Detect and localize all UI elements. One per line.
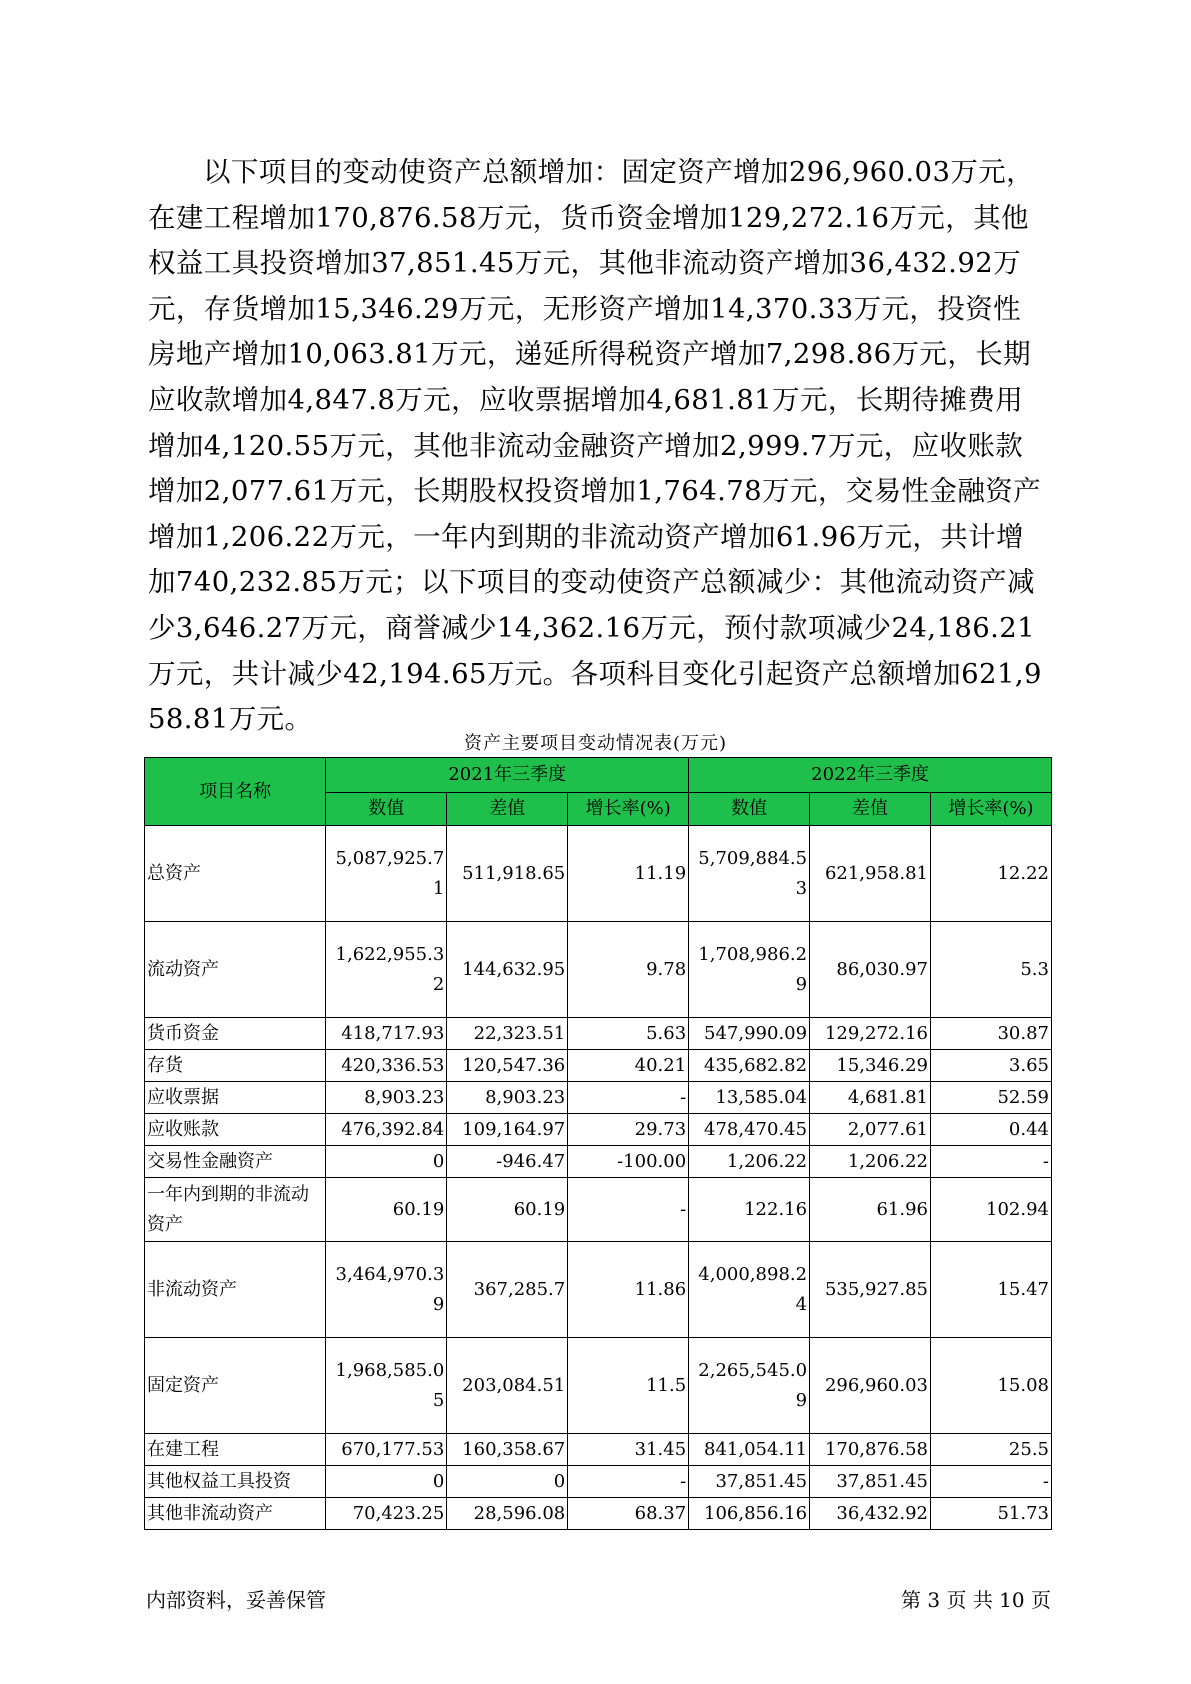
footer-page-number: 第 3 页 共 10 页 — [901, 1588, 1051, 1612]
cell-value-2021: 60.19 — [326, 1178, 447, 1242]
cell-diff-2022: 36,432.92 — [810, 1498, 931, 1530]
cell-growth-2022: 52.59 — [931, 1082, 1052, 1114]
cell-growth-2022: 3.65 — [931, 1050, 1052, 1082]
cell-value-2022: 5,709,884.53 — [689, 826, 810, 922]
cell-growth-2022: 12.22 — [931, 826, 1052, 922]
cell-growth-2022: 0.44 — [931, 1114, 1052, 1146]
cell-value-2022: 435,682.82 — [689, 1050, 810, 1082]
cell-value-2022: 478,470.45 — [689, 1114, 810, 1146]
cell-growth-2021: 40.21 — [568, 1050, 689, 1082]
cell-row-label: 在建工程 — [145, 1434, 326, 1466]
cell-value-2021: 670,177.53 — [326, 1434, 447, 1466]
cell-growth-2021: 5.63 — [568, 1018, 689, 1050]
table-row — [145, 1146, 1052, 1178]
cell-diff-2022: 621,958.81 — [810, 826, 931, 922]
cell-growth-2022: 30.87 — [931, 1018, 1052, 1050]
table-header-row — [145, 758, 1052, 793]
cell-row-label: 应收账款 — [145, 1114, 326, 1146]
cell-diff-2021: 8,903.23 — [447, 1082, 568, 1114]
footer-confidential-note: 内部资料，妥善保管 — [146, 1588, 326, 1612]
table-row — [145, 826, 1052, 922]
table-body — [145, 826, 1052, 1530]
table-row — [145, 1018, 1052, 1050]
header-period-2022: 2022年三季度 — [689, 758, 1052, 793]
table-row — [145, 1498, 1052, 1530]
cell-value-2021: 8,903.23 — [326, 1082, 447, 1114]
cell-growth-2021: - — [568, 1082, 689, 1114]
cell-diff-2021: 28,596.08 — [447, 1498, 568, 1530]
header-value-2022: 数值 — [689, 793, 810, 826]
cell-value-2021: 5,087,925.71 — [326, 826, 447, 922]
cell-diff-2021: 144,632.95 — [447, 922, 568, 1018]
cell-growth-2022: 5.3 — [931, 922, 1052, 1018]
cell-diff-2021: 511,918.65 — [447, 826, 568, 922]
cell-growth-2022: - — [931, 1466, 1052, 1498]
cell-row-label: 应收票据 — [145, 1082, 326, 1114]
cell-growth-2022: 15.08 — [931, 1338, 1052, 1434]
cell-value-2021: 1,968,585.05 — [326, 1338, 447, 1434]
cell-value-2021: 1,622,955.32 — [326, 922, 447, 1018]
cell-diff-2021: 109,164.97 — [447, 1114, 568, 1146]
cell-row-label: 固定资产 — [145, 1338, 326, 1434]
table-row — [145, 1466, 1052, 1498]
cell-diff-2021: 120,547.36 — [447, 1050, 568, 1082]
cell-diff-2022: 2,077.61 — [810, 1114, 931, 1146]
cell-value-2022: 37,851.45 — [689, 1466, 810, 1498]
cell-value-2022: 4,000,898.24 — [689, 1242, 810, 1338]
table-row — [145, 922, 1052, 1018]
cell-growth-2022: 51.73 — [931, 1498, 1052, 1530]
cell-value-2021: 420,336.53 — [326, 1050, 447, 1082]
cell-value-2021: 70,423.25 — [326, 1498, 447, 1530]
cell-growth-2021: 9.78 — [568, 922, 689, 1018]
cell-value-2022: 122.16 — [689, 1178, 810, 1242]
cell-growth-2021: 11.19 — [568, 826, 689, 922]
header-growth-2022: 增长率(%) — [931, 793, 1052, 826]
cell-diff-2021: 367,285.7 — [447, 1242, 568, 1338]
table-row — [145, 1434, 1052, 1466]
cell-diff-2022: 4,681.81 — [810, 1082, 931, 1114]
cell-diff-2021: 22,323.51 — [447, 1018, 568, 1050]
cell-growth-2021: 68.37 — [568, 1498, 689, 1530]
cell-growth-2021: - — [568, 1178, 689, 1242]
header-growth-2021: 增长率(%) — [568, 793, 689, 826]
header-period-2021: 2021年三季度 — [326, 758, 689, 793]
table-row — [145, 1050, 1052, 1082]
cell-diff-2022: 15,346.29 — [810, 1050, 931, 1082]
cell-row-label: 存货 — [145, 1050, 326, 1082]
cell-diff-2022: 1,206.22 — [810, 1146, 931, 1178]
cell-growth-2022: 25.5 — [931, 1434, 1052, 1466]
cell-row-label: 货币资金 — [145, 1018, 326, 1050]
cell-value-2022: 13,585.04 — [689, 1082, 810, 1114]
cell-row-label: 一年内到期的非流动资产 — [145, 1178, 326, 1242]
cell-value-2021: 476,392.84 — [326, 1114, 447, 1146]
cell-growth-2021: 11.5 — [568, 1338, 689, 1434]
table-title: 资产主要项目变动情况表(万元) — [463, 733, 728, 754]
cell-value-2022: 106,856.16 — [689, 1498, 810, 1530]
cell-row-label: 总资产 — [145, 826, 326, 922]
cell-growth-2021: 31.45 — [568, 1434, 689, 1466]
cell-growth-2022: 102.94 — [931, 1178, 1052, 1242]
asset-changes-table — [144, 757, 1052, 1530]
body-paragraph: 以下项目的变动使资产总额增加：固定资产增加296,960.03万元，在建工程增加170,876.58万元，货币资金增加129,272.16万元，其他权益工具投资增加37,851.45万元，其他非流动资产增加36,432.92万元，存货增加15,346.29万元，无形资产增加14,370.33万元，投资性房地产增加10,063.81万元，递延所得税资产增加7,298.86万元，长期应收款增加4,847.8万元，应收票据增加4,681.81万元，长期待摊费用增加4,120.55万元，其他非流动金融资产增加2,999.7万元，应收账款增加2,077.61万元，长期股权投资增加1,764.78万元，交易性金融资产增加1,206.22万元，一年内到期的非流动资产增加61.96万元，共计增加740,232.85万元；以下项目的变动使资产总额减少：其他流动资产减少3,646.27万元，商誉减少14,362.16万元，预付款项减少24,186.21万元，共计减少42,194.65万元。各项科目变化引起资产总额增加621,958.81万元。 — [148, 156, 1042, 736]
table-row — [145, 1178, 1052, 1242]
cell-value-2022: 547,990.09 — [689, 1018, 810, 1050]
cell-value-2022: 2,265,545.09 — [689, 1338, 810, 1434]
cell-value-2022: 1,708,986.29 — [689, 922, 810, 1018]
cell-diff-2021: 160,358.67 — [447, 1434, 568, 1466]
table-row — [145, 1082, 1052, 1114]
cell-value-2021: 418,717.93 — [326, 1018, 447, 1050]
cell-diff-2021: 0 — [447, 1466, 568, 1498]
cell-diff-2022: 535,927.85 — [810, 1242, 931, 1338]
header-value-2021: 数值 — [326, 793, 447, 826]
header-diff-2022: 差值 — [810, 793, 931, 826]
cell-value-2022: 1,206.22 — [689, 1146, 810, 1178]
cell-row-label: 流动资产 — [145, 922, 326, 1018]
cell-diff-2021: 203,084.51 — [447, 1338, 568, 1434]
cell-diff-2022: 129,272.16 — [810, 1018, 931, 1050]
cell-diff-2022: 61.96 — [810, 1178, 931, 1242]
cell-value-2021: 3,464,970.39 — [326, 1242, 447, 1338]
cell-value-2021: 0 — [326, 1146, 447, 1178]
cell-row-label: 其他权益工具投资 — [145, 1466, 326, 1498]
cell-diff-2022: 296,960.03 — [810, 1338, 931, 1434]
header-item-name: 项目名称 — [145, 758, 326, 826]
cell-value-2021: 0 — [326, 1466, 447, 1498]
cell-row-label: 非流动资产 — [145, 1242, 326, 1338]
cell-diff-2022: 37,851.45 — [810, 1466, 931, 1498]
cell-diff-2021: -946.47 — [447, 1146, 568, 1178]
cell-growth-2021: - — [568, 1466, 689, 1498]
cell-growth-2021: 11.86 — [568, 1242, 689, 1338]
cell-row-label: 交易性金融资产 — [145, 1146, 326, 1178]
cell-growth-2021: 29.73 — [568, 1114, 689, 1146]
table-row — [145, 1242, 1052, 1338]
cell-growth-2022: - — [931, 1146, 1052, 1178]
table-row — [145, 1338, 1052, 1434]
cell-value-2022: 841,054.11 — [689, 1434, 810, 1466]
table-row — [145, 1114, 1052, 1146]
cell-diff-2021: 60.19 — [447, 1178, 568, 1242]
cell-diff-2022: 86,030.97 — [810, 922, 931, 1018]
cell-diff-2022: 170,876.58 — [810, 1434, 931, 1466]
cell-growth-2021: -100.00 — [568, 1146, 689, 1178]
header-diff-2021: 差值 — [447, 793, 568, 826]
cell-growth-2022: 15.47 — [931, 1242, 1052, 1338]
cell-row-label: 其他非流动资产 — [145, 1498, 326, 1530]
